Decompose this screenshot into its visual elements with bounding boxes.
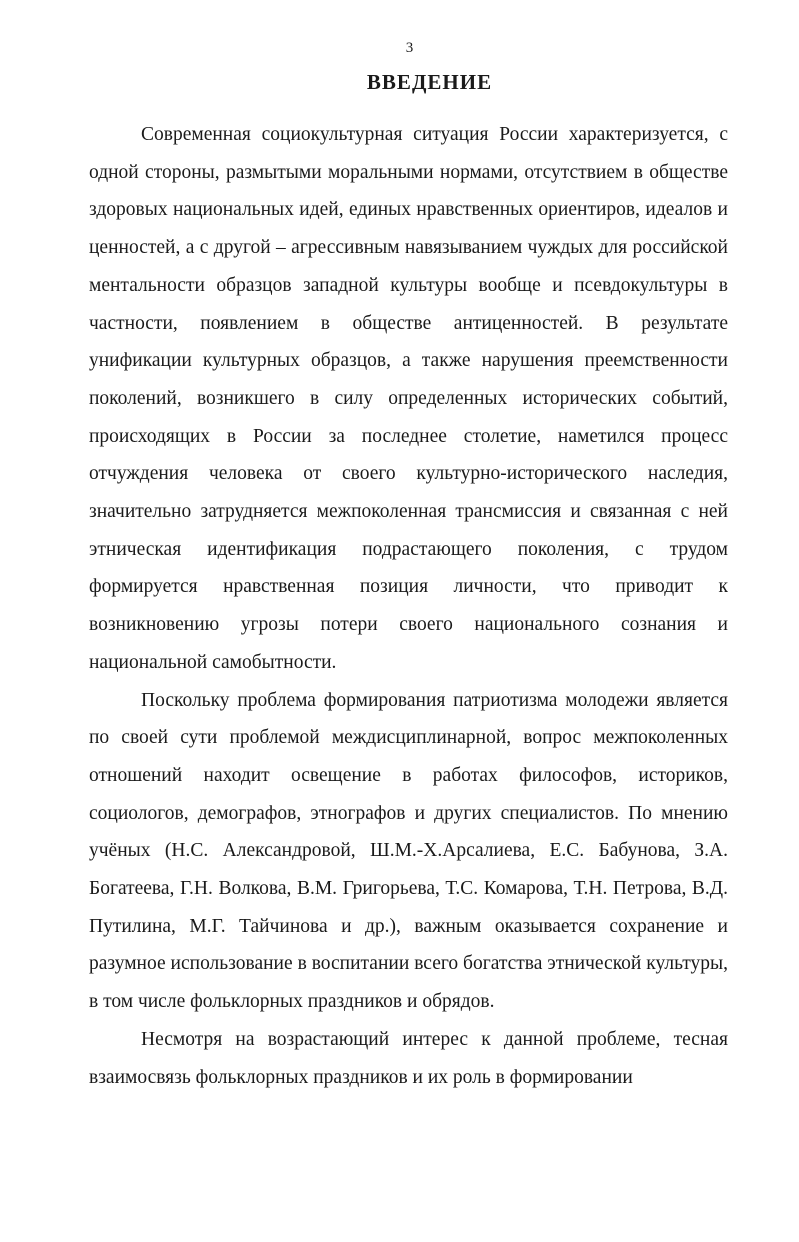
paragraph-3: Несмотря на возрастающий интерес к данной проблеме, тесная взаимосвязь фольклорных праздников и их роль в формировании — [89, 1028, 728, 1088]
body-text — [89, 116, 728, 1096]
paragraph-1: Современная социокультурная ситуация России характеризуется, с одной стороны, размытыми моральными нормами, отсутствием в обществе здоровых национальных идей, единых нравственных ориентиров, идеалов и ценностей, а с другой – агрессивным навязыванием чуждых для российской ментальности образцов западной культуры вообще и псевдокультуры в частности, появлением в обществе антиценностей. В результате унификации культурных образцов, а также нарушения преемственности поколений, возникшего в силу определенных исторических событий, происходящих в России за последнее столетие, наметился процесс отчуждения человека от своего культурно-исторического наследия, значительно затрудняется межпоколенная трансмиссия и связанная с ней этническая идентификация подрастающего поколения, с трудом формируется нравственная позиция личности, что приводит к возникновению угрозы потери своего национального сознания и национальной самобытности. — [89, 124, 728, 673]
page-number: 3 — [405, 40, 414, 56]
section-heading: ВВЕДЕНИЕ — [366, 70, 493, 94]
paragraph-2: Поскольку проблема формирования патриотизма молодежи является по своей сути проблемой междисциплинарной, вопрос межпоколенных отношений находит освещение в работах философов, историков, социологов, демографов, этнографов и других специалистов. По мнению учёных (Н.С. Александровой, Ш.М.-Х.Арсалиева, Е.С. Бабунова, З.А. Богатеева, Г.Н. Волкова, В.М. Григорьева, Т.С. Комарова, Т.Н. Петрова, В.Д. Путилина, М.Г. Тайчинова и др.), важным оказывается сохранение и разумное использование в воспитании всего богатства этнической культуры, в том числе фольклорных праздников и обрядов. — [89, 689, 728, 1013]
